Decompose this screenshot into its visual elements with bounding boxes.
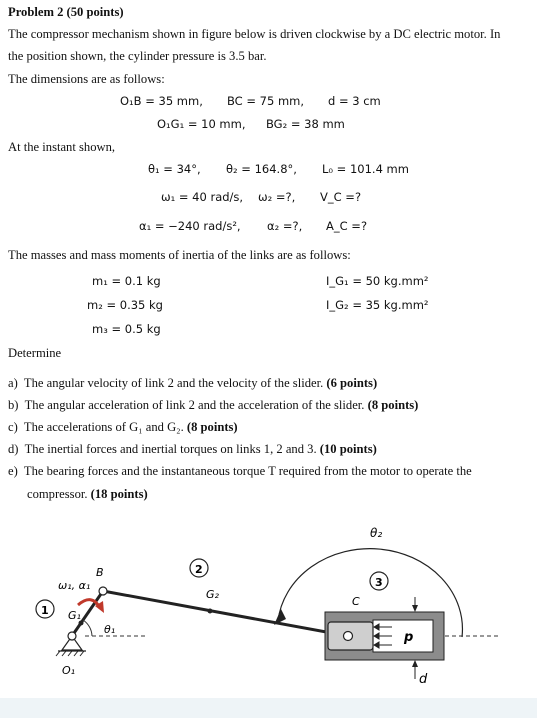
determine-item-c xyxy=(8,419,238,435)
item-label: b) xyxy=(8,398,19,412)
eq-ig1: I_G₁ = 50 kg.mm² xyxy=(326,274,429,288)
o1-label: O₁ xyxy=(62,664,76,677)
eq-vc: V_C =? xyxy=(320,190,362,204)
link-2-number: 2 xyxy=(195,563,203,576)
theta1-arc xyxy=(83,620,92,636)
item-text: The angular velocity of link 2 and the velocity of the slider. xyxy=(23,376,324,390)
item-points: (10 points) xyxy=(319,442,377,456)
d-label: d xyxy=(419,672,428,687)
eq-omega1: ω₁ = 40 rad/s, xyxy=(161,190,244,204)
determine-heading: Determine xyxy=(8,346,62,360)
eq-lo: L₀ = 101.4 mm xyxy=(322,162,409,176)
item-points: (8 points) xyxy=(186,420,238,434)
eq-omega2: ω₂ =?, xyxy=(258,190,296,204)
item-label: e) xyxy=(8,464,18,478)
pivot-o1 xyxy=(68,632,76,640)
eq-alpha2: α₂ =?, xyxy=(267,219,303,233)
pin-b xyxy=(99,587,107,595)
eq-d: d = 3 cm xyxy=(328,94,381,108)
eq-bg2: BG₂ = 38 mm xyxy=(266,117,345,131)
b-label: B xyxy=(96,566,104,579)
item-points: (6 points) xyxy=(326,376,378,390)
item-text: The accelerations of G₁ and G₂. xyxy=(23,420,184,434)
item-label: a) xyxy=(8,376,18,390)
determine-item-a xyxy=(8,375,377,391)
dimensions-heading: The dimensions are as follows: xyxy=(8,72,165,86)
item-label: d) xyxy=(8,442,19,456)
theta1-label: θ₁ xyxy=(104,623,116,636)
intro-line-2: the position shown, the cylinder pressure is 3.5 bar. xyxy=(8,49,267,63)
item-text: The bearing forces and the instantaneous torque T required from the motor to operate the xyxy=(23,464,472,478)
determine-item-e-cont xyxy=(27,486,148,502)
determine-item-b xyxy=(8,397,418,413)
link-3-number: 3 xyxy=(375,576,383,589)
item-text-2: compressor. xyxy=(27,487,88,501)
d-dim-arrow-top xyxy=(412,605,418,612)
mechanism-figure xyxy=(0,505,537,705)
eq-m1: m₁ = 0.1 kg xyxy=(92,274,161,288)
intro-line-1: The compressor mechanism shown in figure below is driven clockwise by a DC electric motor. In xyxy=(8,27,501,41)
c-label: C xyxy=(352,595,360,608)
g2-point xyxy=(208,609,213,614)
eq-o1g1: O₁G₁ = 10 mm, xyxy=(157,117,246,131)
theta2-label: θ₂ xyxy=(370,526,383,540)
g1-label: G₁ xyxy=(68,609,81,622)
pressure-label: p xyxy=(404,630,414,645)
coupler-link-2 xyxy=(103,591,348,636)
eq-bc: BC = 75 mm, xyxy=(227,94,305,108)
instant-heading: At the instant shown, xyxy=(8,140,116,154)
eq-m2: m₂ = 0.35 kg xyxy=(87,298,163,312)
pin-c xyxy=(344,632,353,641)
determine-item-d xyxy=(8,441,377,457)
eq-m3: m₃ = 0.5 kg xyxy=(92,322,161,336)
ground-hatch xyxy=(56,651,84,656)
d-dim-arrow-bottom xyxy=(412,660,418,667)
item-text: The angular acceleration of link 2 and the acceleration of the slider. xyxy=(24,398,365,412)
eq-ig2: I_G₂ = 35 kg.mm² xyxy=(326,298,429,312)
item-points: (8 points) xyxy=(367,398,419,412)
item-text: The inertial forces and inertial torques on links 1, 2 and 3. xyxy=(24,442,317,456)
eq-theta2: θ₂ = 164.8°, xyxy=(226,162,297,176)
link-1-number: 1 xyxy=(41,604,49,617)
eq-theta1: θ₁ = 34°, xyxy=(148,162,201,176)
g2-label: G₂ xyxy=(206,588,219,601)
eq-ac: A_C =? xyxy=(326,219,368,233)
item-label: c) xyxy=(8,420,18,434)
determine-item-e xyxy=(8,463,472,479)
problem-title: Problem 2 (50 points) xyxy=(8,5,124,19)
bottom-strip xyxy=(0,698,537,718)
masses-heading: The masses and mass moments of inertia of the links are as follows: xyxy=(8,248,351,262)
omega-alpha-label: ω₁, α₁ xyxy=(58,579,91,592)
eq-o1b: O₁B = 35 mm, xyxy=(120,94,203,108)
eq-alpha1: α₁ = −240 rad/s², xyxy=(139,219,241,233)
item-points: (18 points) xyxy=(90,487,148,501)
